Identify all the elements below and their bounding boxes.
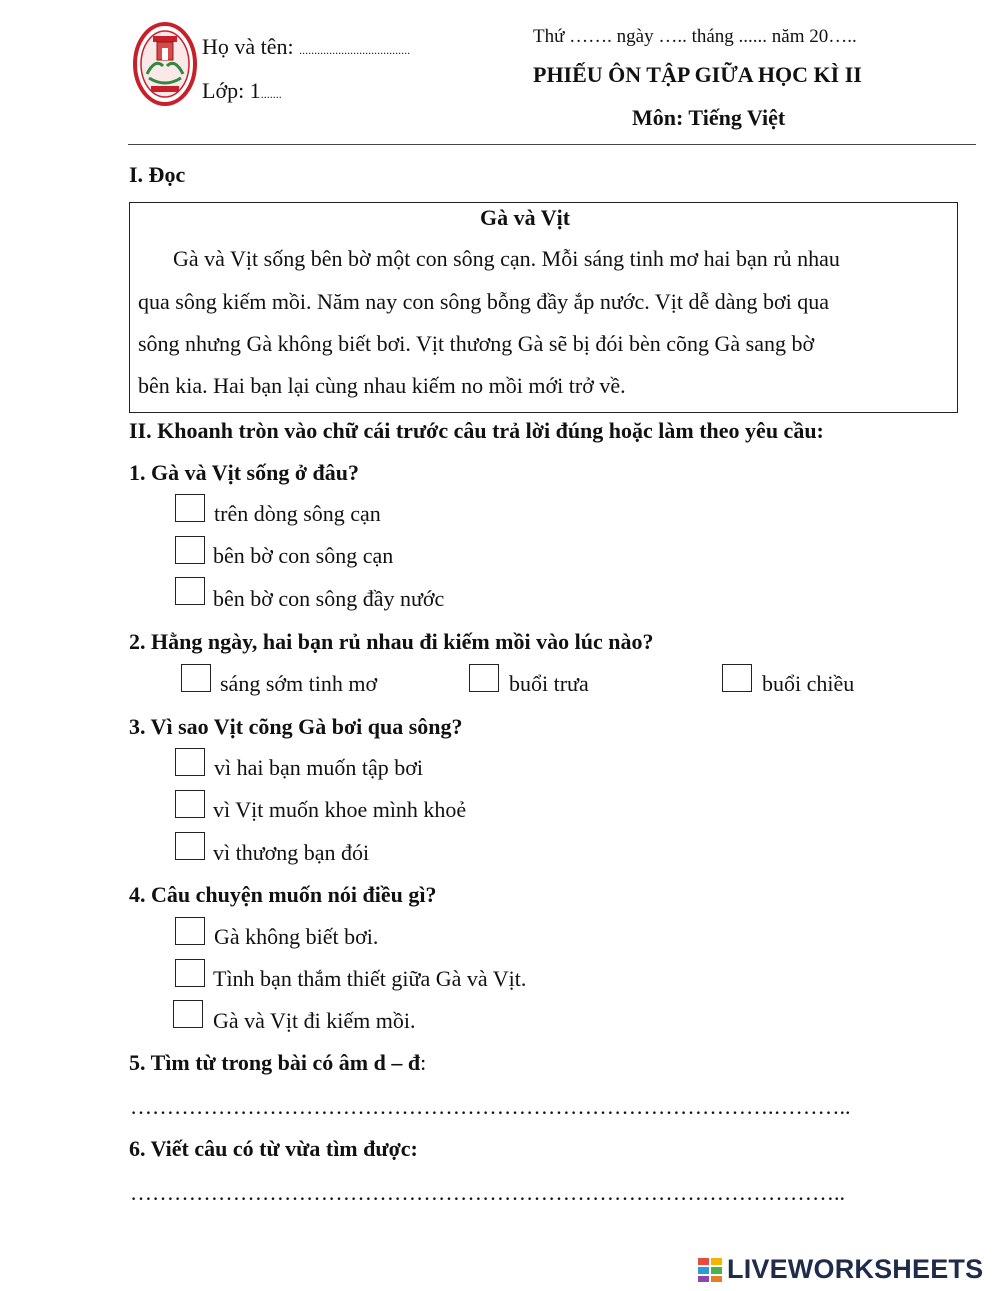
liveworksheets-brand: LIVEWORKSHEETS bbox=[727, 1254, 984, 1284]
q2-option-1-label: sáng sớm tinh mơ bbox=[220, 671, 378, 696]
date-line: Thứ ……. ngày ….. tháng ...... năm 20….. bbox=[533, 26, 857, 47]
name-label: Họ và tên: bbox=[202, 34, 294, 59]
q4-option-2-label: Tình bạn thắm thiết giữa Gà và Vịt. bbox=[213, 966, 527, 991]
q1-option-3-checkbox[interactable] bbox=[175, 577, 205, 605]
liveworksheets-logo bbox=[697, 1254, 993, 1284]
question-1: 1. Gà và Vịt sống ở đâu? bbox=[129, 460, 359, 485]
q2-option-2-label: buổi trưa bbox=[509, 671, 589, 696]
q1-option-1-label: trên dòng sông cạn bbox=[214, 501, 381, 526]
header-divider bbox=[128, 144, 976, 145]
question-6: 6. Viết câu có từ vừa tìm được: bbox=[129, 1136, 418, 1161]
section-questions-heading: II. Khoanh tròn vào chữ cái trước câu trả lời đúng hoặc làm theo yêu cầu: bbox=[129, 418, 824, 443]
passage-line: qua sông kiếm mồi. Năm nay con sông bỗng đầy ắp nước. Vịt dễ dàng bơi qua bbox=[138, 289, 830, 314]
q3-option-2-label: vì Vịt muốn khoe mình khoẻ bbox=[213, 797, 467, 822]
class-label: Lớp: 1 bbox=[202, 78, 261, 103]
subject-label: Môn: Tiếng Việt bbox=[632, 105, 786, 130]
q1-option-1-checkbox[interactable] bbox=[175, 494, 205, 522]
q5-answer-line[interactable]: …………………………………………………………………………….……….. bbox=[130, 1094, 851, 1119]
q4-option-3-checkbox[interactable] bbox=[173, 1000, 203, 1028]
story-title: Gà và Vịt bbox=[480, 205, 571, 230]
q2-option-3-checkbox[interactable] bbox=[722, 664, 752, 692]
q4-option-2-checkbox[interactable] bbox=[175, 959, 205, 987]
question-5 bbox=[129, 1050, 426, 1076]
passage-line: sông nhưng Gà không biết bơi. Vịt thương Gà sẽ bị đói bèn cõng Gà sang bờ bbox=[138, 331, 815, 356]
q2-option-3-label: buổi chiều bbox=[762, 671, 855, 696]
question-4: 4. Câu chuyện muốn nói điều gì? bbox=[129, 882, 437, 907]
question-2: 2. Hằng ngày, hai bạn rủ nhau đi kiếm mồi vào lúc nào? bbox=[129, 629, 654, 654]
q3-option-3-label: vì thương bạn đói bbox=[213, 840, 370, 865]
q2-option-1-checkbox[interactable] bbox=[181, 664, 211, 692]
name-field bbox=[202, 34, 410, 60]
name-blank[interactable]: ..................................... bbox=[299, 43, 411, 57]
q3-option-1-checkbox[interactable] bbox=[175, 748, 205, 776]
class-field bbox=[202, 78, 282, 104]
passage-line: Gà và Vịt sống bên bờ một con sông cạn. Mỗi sáng tinh mơ hai bạn rủ nhau bbox=[173, 246, 840, 271]
question-3: 3. Vì sao Vịt cõng Gà bơi qua sông? bbox=[129, 714, 463, 739]
passage-line: bên kia. Hai bạn lại cùng nhau kiếm no mồi mới trở về. bbox=[138, 373, 626, 398]
q1-option-2-label: bên bờ con sông cạn bbox=[213, 543, 394, 568]
q3-option-1-label: vì hai bạn muốn tập bơi bbox=[214, 755, 423, 780]
q4-option-3-label: Gà và Vịt đi kiếm mồi. bbox=[213, 1008, 416, 1033]
school-logo bbox=[133, 22, 197, 108]
q4-option-1-checkbox[interactable] bbox=[175, 917, 205, 945]
q1-option-2-checkbox[interactable] bbox=[175, 536, 205, 564]
q6-answer-line[interactable]: …………………………………………………………………………………….. bbox=[130, 1180, 845, 1205]
liveworksheets-mark-icon bbox=[697, 1257, 723, 1283]
q2-option-2-checkbox[interactable] bbox=[469, 664, 499, 692]
worksheet-title: PHIẾU ÔN TẬP GIỮA HỌC KÌ II bbox=[533, 62, 862, 87]
q3-option-3-checkbox[interactable] bbox=[175, 832, 205, 860]
question-5-text: 5. Tìm từ trong bài có âm d – đ bbox=[129, 1050, 421, 1075]
class-blank[interactable]: ....... bbox=[260, 87, 282, 101]
q4-option-1-label: Gà không biết bơi. bbox=[214, 924, 379, 949]
question-5-colon: : bbox=[420, 1050, 427, 1075]
q1-option-3-label: bên bờ con sông đầy nước bbox=[213, 586, 445, 611]
q3-option-2-checkbox[interactable] bbox=[175, 790, 205, 818]
section-reading-heading: I. Đọc bbox=[129, 162, 186, 187]
